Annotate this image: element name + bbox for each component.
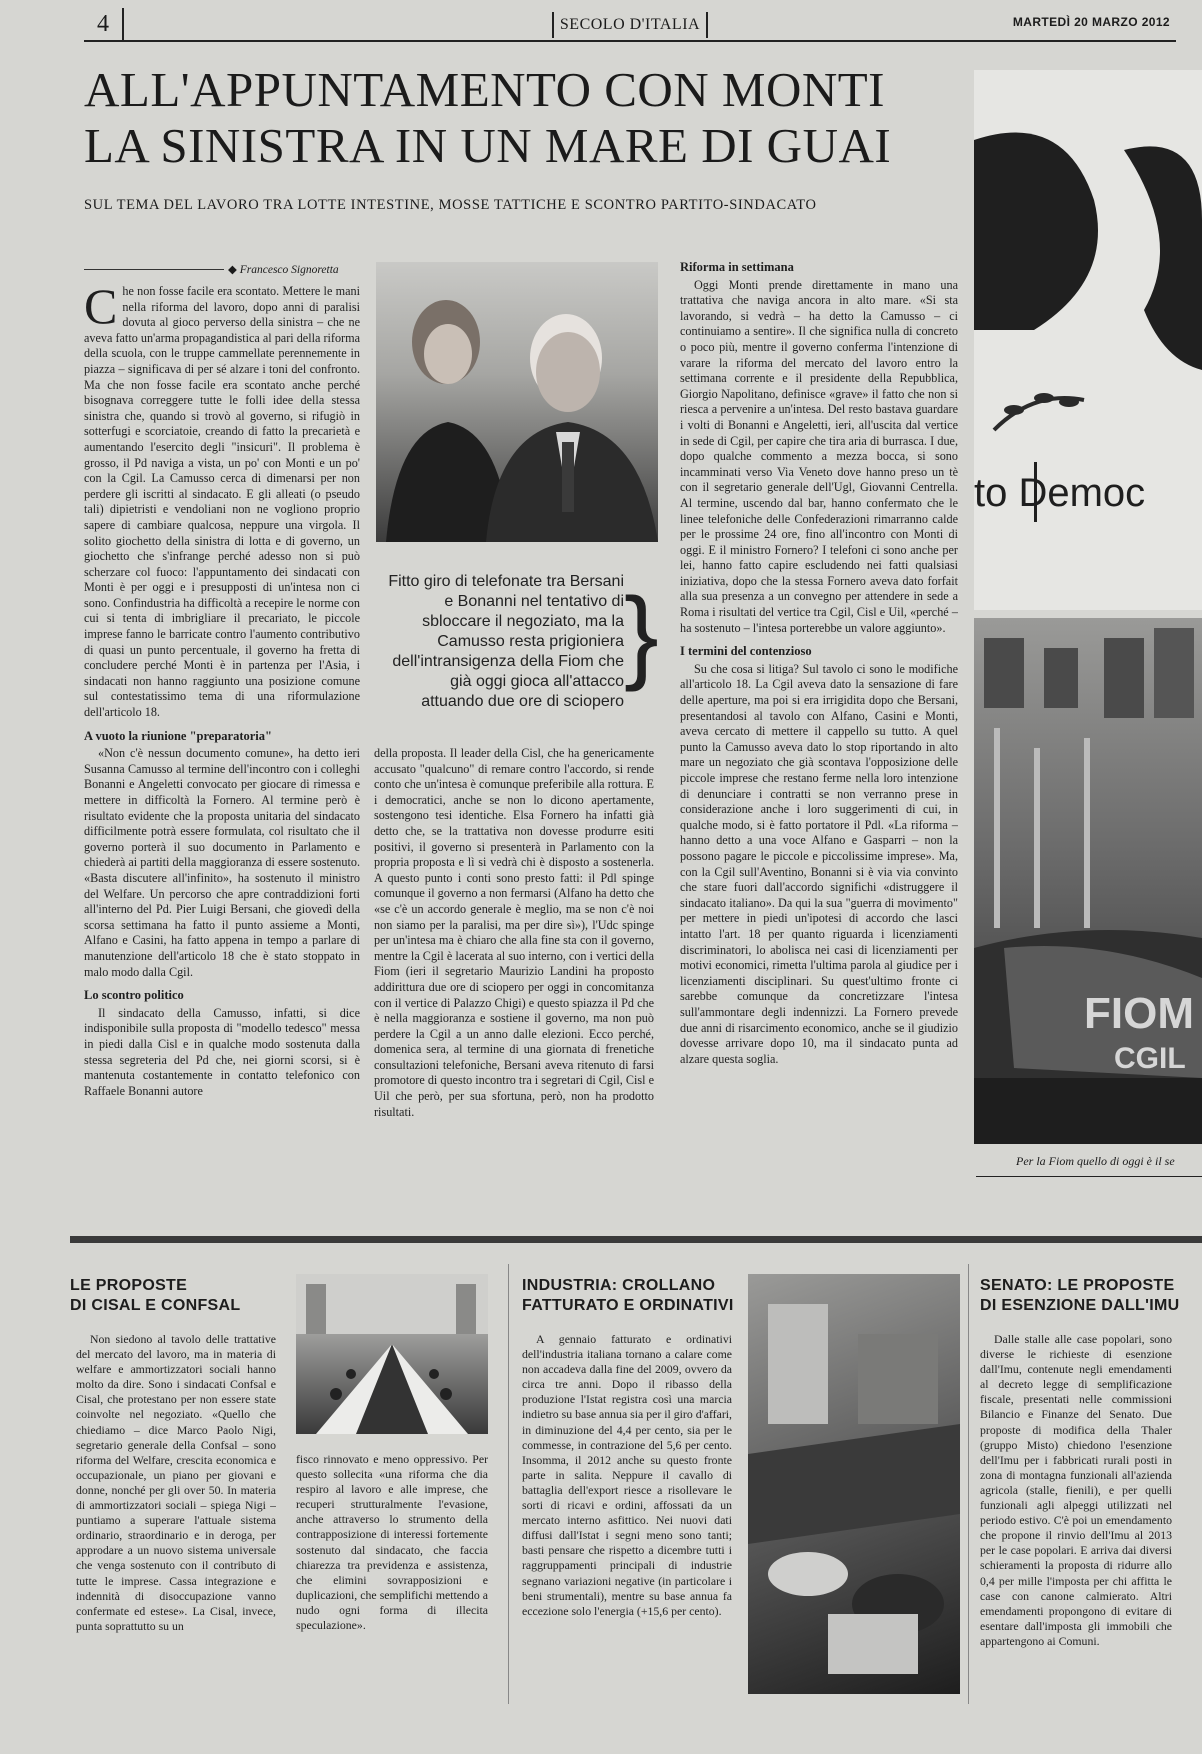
box3-title: [980, 1276, 1200, 1316]
issue-date: MARTEDÌ 20 MARZO 2012: [1012, 15, 1170, 29]
pd-logo-illustration: [974, 70, 1202, 610]
box3-title-line2: DI ESENZIONE DALL'IMU: [980, 1297, 1180, 1314]
box1-text-a: Non siedono al tavolo delle trattative del mercato del lavoro, ma in materia di welfare e ammortizzatori sociali hanno molto da dire. Sono i sindacati Confsal e Cisal, che protestano per non essere state coinvolte nel negoziato. «Quello che chiediamo – dice Marco Paolo Nigi, segretario generale della Confsal – sono riforma del Welfare, crescita economica e occupazionale, un piano per giovani e donne, nonché per gli over 50. In materia di ammortizzatori sociali – spiega Nigi – puntiamo a superare l'attuale sistema ordinario, straordinario e in deroga, per approdare a un nuovo sistema universale che venga sostenuto con il contributo di tutte le imprese. Cassa integrazione e indennità di disoccupazione vanno confermate ed estese». La Cisal, invece, punta soprattutto su un: [76, 1332, 276, 1633]
box3-title-line1: SENATO: LE PROPOSTE: [980, 1277, 1175, 1294]
subhead-contenzioso: I termini del contenzioso: [680, 644, 812, 659]
box2-title-line1: INDUSTRIA: CROLLANO: [522, 1277, 716, 1294]
page-number: 4: [84, 8, 124, 40]
header-rule: [84, 40, 1176, 42]
svg-text:CGIL: CGIL: [1114, 1042, 1186, 1075]
photo-fiom-protest: [974, 618, 1202, 1144]
byline: ◆ Francesco Signoretta: [228, 264, 339, 276]
box2-title: [522, 1276, 742, 1316]
paragraph-riforma: Oggi Monti prende direttamente in mano una trattativa che naviga ancora in alto mare. «Si sta lavorando, si vedrà – ha detto la Camusso – ci continuiamo a sentire». Il che significa nulla di concreto o poco più, mentre il governo conferma l'intenzione di varare la riforma del mercato del lavoro entro la settimana corrente e il presidente della Repubblica, Giorgio Napolitano, definisce «grave» il fatto che non si riesca a pervenire a un'intesa. Del resto bastava guardare i volti di Bonanni e Angeletti, ieri, all'uscita dal vertice in sede di Cgil, per capire che tira aria di burrasca. I due, dopo qualche commento a mezza bocca, si sono incamminati verso Via Veneto dove hanno preso un tè con il segretario generale dell'Ugl, Giovanni Centrella. Al termine, uscendo dal bar, hanno confermato che le linee telefoniche delle Confederazioni rimarranno calde per le prossime 24 ore, fino all'incontro con Monti di oggi. E il ministro Fornero? I telefoni ci sono anche per lei, hanno fatto capire escludendo nei fatti qualsiasi iniziativa, dopo che la stessa Fornero aveva dato forfait alla sua presenza a un convegno per attendere in sede a Roma i risultati del vertice tra Cgil, Cisl e Uil, «perché – ha sostenuto – l'intesa porterebbe un valore aggiunto».: [680, 277, 958, 635]
intro-text: he non fosse facile era scontato. Mettere le mani nella riforma del lavoro, dopo anni di paralisi dovuta al gioco perverso della sinistra – che ne aveva fatto un'arma propagandistica al pari della riforma della scuola, con le truppe cammellate perennemente in piazza – significava di per sé alzare i toni del confronto. Ma che non fosse facile era scontato anche perché bisognava correggere tutte le folli idee della stessa sinistra che, quando si trovò al governo, si rifugiò in sotterfugi e scorciatoie, creando di fatto la precarietà e aumentando l'esercito degli "insicuri". Il problema è grosso, il Pd naviga a vista, un po' con Monti e un po' con la Cgil. La Camusso cerca di dimenarsi per non perdere gli iscritti al sindacato. E gli alleati (o pseudo tali) dipietristi e vendoliani non ne vogliono proprio sapere di cambiare qualcosa, neppure una virgola. Il solito giochetto della sinistra di lotta e di governo, un giochetto che s'infrange perché adesso non si può scherzare col fuoco: l'appuntamento dei sindacati con Monti è per oggi e i presupposti di un'intesa non ci sono. Confindustria ha difficoltà a recepire le norme con cui si tenta di imbrigliare il precariato, le piccole imprese fanno le barricate contro l'aumento contributivo di quasi un punto percentuale, il governo ha fretta di concludere perché Monti è in partenza per l'Asia, i sindacati non hanno raggiunto una posizione comune sul contestatissimo tema di una riformulazione dell'articolo 18.: [84, 284, 360, 720]
byline-rule: [84, 269, 224, 270]
photo-industry: [748, 1274, 960, 1694]
meeting-illustration: [296, 1274, 488, 1434]
section-divider: [70, 1236, 1202, 1243]
industry-illustration: [748, 1274, 960, 1694]
article-column-1: [84, 284, 360, 1164]
paragraph-col2: della proposta. Il leader della Cisl, che ha genericamente accusato "qualcuno" di remare contro l'accordo, si rende conto che un'intesa è comunque preferibile alla rottura. E i democratici, anche se non lo dicono apertamente, sostengono tesi identiche. Elsa Fornero ha infatti già detto che, se la trattativa non dovesse produrre esiti positivi, il governo si presenterà in Parlamento con la propria proposta e lì si vedrà chi è disposto a sostenerla. A questo punto i conti sono presto fatti: il Pdl spinge comunque il governo a non fermarsi (Alfano ha detto che «se c'è un accordo generale è meglio, ma se non c'è noi non siamo per la paralisi, ma per dire sì»), l'Udc spinge per un'intesa ma è chiaro che alla fine sta con il governo, mentre la Cgil è lacerata al suo interno, con i vertici della Fiom (ieri il segretario Maurizio Landini ha proposto addirittura due ore di sciopero per oggi in concomitanza con il vertice di Palazzo Chigi) e questo spiazza il Pd che è nella maggioranza e sostiene il governo, ma non può perdere la Cgil a un anno dalle elezioni. Ecco perché, domenica sera, al termine di una giornata di frenetiche consultazioni telefoniche, Bersani aveva ritenuto di farsi promotore di questo incontro tra i segretari di Cgil, Cisl e Uil che però, per sua sfortuna, però, non ha prodotto risultati.: [374, 746, 654, 1119]
svg-text:FIOM: FIOM: [1084, 989, 1194, 1038]
byline-author: Francesco Signoretta: [239, 264, 339, 276]
photo-fornero-monti: [376, 262, 658, 542]
box-separator-1: [508, 1264, 509, 1704]
subhead-scontro: Lo scontro politico: [84, 988, 184, 1003]
quote-brace: }: [624, 577, 659, 693]
box1-column-2: [296, 1452, 488, 1702]
photo-pd-logo: [974, 70, 1202, 610]
box1-text-b: fisco rinnovato e meno oppressivo. Per questo sollecita «una riforma che dia respiro al lavoro e alle imprese, che recuperi strutturalmente l'evasione, anche attraverso lo strumento della contrapposizione di interessi fortemente sostenuto dal sindacato, che faccia chiarezza tra previdenza e assistenza, che elimini sovrapposizioni e duplicazioni, che semplifichi mettendo a nudo ogni forma di illecita speculazione».: [296, 1452, 488, 1633]
box3-text: Dalle stalle alle case popolari, sono diverse le richieste di esenzione dall'Imu, contenute negli emendamenti al decreto legge di semplificazione fiscale, presentati nelle commissioni Bilancio e Finanze del Senato. Due proposte di modifica della Thaler (gruppo Misto) chiedono l'esenzione dell'Imu per i fabbricati rurali posti in zona di montagna funzionali all'azienda agricola (stalle, fienili), e per quelli funzionali agli alpeggi utilizzati nel periodo estivo. C'è poi un emendamento che propone il rinvio dell'Imu al 2013 per le case popolari. E arriva dai diversi schieramenti la proposta di ridurre allo 0,4 per mille l'imposta per chi affitta le case con canone calmierato. Altri emendamenti propongono di evitare di esentare dall'imposta gli immobili che appartengono ai Comuni.: [980, 1332, 1172, 1648]
paragraph-preparatoria: «Non c'è nessun documento comune», ha detto ieri Susanna Camusso al termine dell'incontro con i colleghi Bonanni e Angeletti convocato per giocare di rimessa e mettere in difficoltà la Fornero. Al termine però è risultato evidente che la proposta unitaria del sindacato difficilmente potrà essere formulata, col risultato che il governo porterà il suo documento in Parlamento e chiederà ai partiti della maggioranza di essere sostenuto. «Basta discutere all'infinito», ha sostenuto il ministro del Welfare. Un percorso che apre contraddizioni forti all'interno del Pd. Pier Luigi Bersani, che giovedì della scorsa settimana ha fatto il punto assieme a Monti, Alfano e Casini, ha fatto appena in tempo a parlare di manutenzione dell'articolo 18 che è stato stoppato in malo modo dalla Cgil.: [84, 746, 360, 979]
subhead-riforma: Riforma in settimana: [680, 260, 794, 274]
byline-block: [84, 262, 358, 276]
newspaper-name: SECOLO D'ITALIA: [552, 12, 708, 38]
protest-illustration: [974, 618, 1202, 1144]
box2-column: [522, 1332, 732, 1702]
box2-text: A gennaio fatturato e ordinativi dell'industria italiana tornano a calare come non accadeva dalla fine del 2009, ovvero da circa tre anni. Dopo il ribasso della produzione l'Istat registra così una marcia indietro su base annua sia per il giro d'affari, in diminuzione del 4,4 per cento, sia per le commesse, in contrazione del 5,6 per cento. Insomma, il 2012 anche su questo fronte parte in salita. Neppure il cavallo di battaglia dell'export riesce a risollevare le sorti di ricavi e ordini, affossati da un mercato interno asfittico. Nei nuovi dati diffusi dall'Istat i segni meno sono tanti; basti pensare che rispetto a dicembre tutti i raggruppamenti principali di industrie segnano variazioni negative (in particolare i beni strumentali), mentre su base annua fa eccezione solo l'energia (+15,6 per cento).: [522, 1332, 732, 1618]
box1-title: [70, 1276, 280, 1316]
box1-title-line2: DI CISAL E CONFSAL: [70, 1297, 241, 1314]
subheadline: SUL TEMA DEL LAVORO TRA LOTTE INTESTINE, MOSSE TATTICHE E SCONTRO PARTITO-SINDACATO: [84, 197, 817, 213]
photo-meeting: [296, 1274, 488, 1434]
box3-column: [980, 1332, 1172, 1702]
pull-quote: Fitto giro di telefonate tra Bersani e Bonanni nel tentativo di sbloccare il negoziato, ma la Camusso resta prigioniera dell'intransigenza della Fiom che già oggi gioca all'attacco attuando due ore di sciopero: [388, 573, 624, 710]
box1-title-line1: LE PROPOSTE: [70, 1277, 188, 1294]
caption-rule: [976, 1176, 1202, 1177]
article-column-2: [374, 746, 654, 1166]
box1-column-1: [76, 1332, 276, 1702]
headline: [84, 62, 964, 174]
article-column-3: [680, 260, 958, 1180]
headline-line1: ALL'APPUNTAMENTO CON MONTI: [84, 62, 885, 117]
pd-logo-text: to Democ: [974, 471, 1146, 515]
box-separator-2: [968, 1264, 969, 1704]
box2-title-line2: FATTURATO E ORDINATIVI: [522, 1297, 734, 1314]
photo-illustration: [376, 262, 658, 542]
article-intro: [84, 284, 360, 721]
headline-line2: LA SINISTRA IN UN MARE DI GUAI: [84, 118, 892, 173]
subhead-preparatoria: A vuoto la riunione "preparatoria": [84, 728, 272, 743]
dropcap: C: [84, 284, 118, 334]
photo-caption: Per la Fiom quello di oggi è il se: [1016, 1154, 1175, 1168]
paragraph-scontro: Il sindacato della Camusso, infatti, si dice indisponibile sulla proposta di "modello tedesco" messa in piedi dalla Cisl e in qualche modo sostenuta dalla stessa segreteria del Pd che, nei giorni scorsi, si è mantenuta costantemente in contatto telefonico con Raffaele Bonanni autore: [84, 1005, 360, 1098]
paragraph-contenzioso: Su che cosa si litiga? Sul tavolo ci sono le modifiche all'articolo 18. La Cgil aveva dato la sensazione di fare delle aperture, ma poi si era irrigidita dopo che Bersani, presentandosi al tavolo con Alfano, Casini e Monti, aveva cercato di mettere il cappello su tutto. A quel punto la Camusso aveva dato lo stop riportando in alto mare un negoziato che già scontava l'opposizione delle piccole imprese che restano ferme nella loro intenzione di denunciare i contratti se non verranno prese in considerazione anche i loro suggerimenti di cui, in qualche modo, si è fatto portatore il Pdl. «La riforma – hanno detto a una voce Alfano e Gasparri – non la possono pagare le piccole e piccolissime imprese». Ma, con la Cgil sull'Aventino, Bonanni si è via via convinto che stare fuori dall'accordo significhi «distruggere il sindacato italiano». Da qui la sua "guerra di movimento" per mettere in piedi un'ipotesi di accordo che lasci intatto l'art. 18 per quanto riguarda i licenziamenti discriminatori, lo abolisca nei casi di licenziamenti per motivi economici, rimetta l'ultima parola al giudice per i licenziamenti disciplinari. Su quest'ultimo fronte ci sarebbe comunque da concretizzare l'intesa sull'ammontare degli indennizzi. La Fornero prevede due anni di risarcimento economico, anche se il giudizio dovesse arrivare dopo 10, ma il sindacato punta ad alzare questa soglia.: [680, 661, 958, 1066]
